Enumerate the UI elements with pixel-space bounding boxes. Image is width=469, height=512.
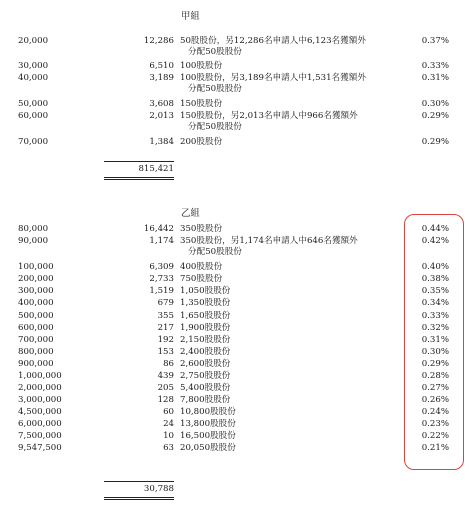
applied-shares: 4,500,000	[18, 407, 62, 417]
table-row	[0, 262, 469, 273]
valid-applications: 439	[157, 371, 174, 381]
group-b-title: 乙組	[181, 208, 200, 219]
valid-applications: 60	[163, 407, 174, 417]
table-row	[0, 371, 469, 382]
allotment-basis: 200股股份	[180, 137, 223, 147]
applied-shares: 60,000	[18, 111, 49, 121]
table-row	[0, 236, 469, 247]
group-b-total: 30,788	[143, 484, 174, 494]
total-double-rule	[104, 499, 174, 500]
allotment-basis: 1,650股股份	[180, 311, 231, 321]
allotment-percentage: 0.38%	[421, 274, 449, 284]
allotment-basis: 20,050股股份	[180, 443, 236, 453]
applied-shares: 7,500,000	[18, 431, 62, 441]
applied-shares: 80,000	[18, 224, 49, 234]
applied-shares: 200,000	[18, 274, 54, 284]
group-a-total: 815,421	[138, 164, 174, 174]
allotment-percentage: 0.29%	[421, 111, 449, 121]
applied-shares: 700,000	[18, 335, 54, 345]
allotment-basis-continued: 分配50股股份	[188, 247, 242, 257]
applied-shares: 50,000	[18, 99, 49, 109]
allotment-percentage: 0.33%	[421, 61, 449, 71]
valid-applications: 1,519	[149, 286, 174, 296]
percentage-highlight-box	[404, 214, 464, 470]
table-row	[0, 395, 469, 406]
table-row-continuation	[0, 122, 469, 133]
allotment-percentage: 0.29%	[421, 359, 449, 369]
allotment-percentage: 0.35%	[421, 286, 449, 296]
allotment-percentage: 0.32%	[421, 323, 449, 333]
allotment-percentage: 0.40%	[421, 262, 449, 272]
table-row	[0, 383, 469, 394]
valid-applications: 128	[157, 395, 174, 405]
valid-applications: 6,510	[149, 61, 174, 71]
table-row	[0, 73, 469, 84]
valid-applications: 205	[157, 383, 174, 393]
table-row	[0, 347, 469, 358]
subtotal-rule	[104, 481, 174, 482]
allotment-basis: 7,800股股份	[180, 395, 231, 405]
table-row	[0, 335, 469, 346]
allotment-basis: 10,800股股份	[180, 407, 236, 417]
total-double-rule	[104, 177, 174, 178]
allotment-percentage: 0.33%	[421, 311, 449, 321]
table-row	[0, 137, 469, 148]
applied-shares: 400,000	[18, 298, 54, 308]
allotment-percentage: 0.37%	[421, 36, 449, 46]
allotment-basis: 400股股份	[180, 262, 223, 272]
applied-shares: 30,000	[18, 61, 49, 71]
allotment-basis: 750股股份	[180, 274, 223, 284]
table-row-continuation	[0, 247, 469, 258]
allotment-basis: 16,500股股份	[180, 431, 236, 441]
allotment-basis: 350股股份	[180, 224, 223, 234]
table-row	[0, 323, 469, 334]
allotment-basis: 100股股份，另3,189名申請人中1,531名獲額外	[180, 73, 366, 83]
allotment-basis-continued: 分配50股股份	[188, 84, 242, 94]
table-row	[0, 359, 469, 370]
allotment-percentage: 0.30%	[421, 347, 449, 357]
applied-shares: 300,000	[18, 286, 54, 296]
valid-applications: 24	[163, 419, 174, 429]
allotment-percentage: 0.26%	[421, 395, 449, 405]
table-row-continuation	[0, 47, 469, 58]
allotment-percentage: 0.24%	[421, 407, 449, 417]
allotment-basis: 100股股份	[180, 61, 223, 71]
allotment-percentage: 0.23%	[421, 419, 449, 429]
allotment-percentage: 0.34%	[421, 298, 449, 308]
allotment-percentage: 0.31%	[421, 335, 449, 345]
applied-shares: 90,000	[18, 236, 49, 246]
allotment-percentage: 0.42%	[421, 236, 449, 246]
allotment-basis-continued: 分配50股股份	[188, 122, 242, 132]
allotment-basis: 1,350股股份	[180, 298, 231, 308]
allotment-percentage: 0.22%	[421, 431, 449, 441]
applied-shares: 800,000	[18, 347, 54, 357]
table-row	[0, 111, 469, 122]
table-row	[0, 274, 469, 285]
applied-shares: 20,000	[18, 36, 49, 46]
allotment-percentage: 0.44%	[421, 224, 449, 234]
table-row-continuation	[0, 84, 469, 95]
table-row	[0, 36, 469, 47]
valid-applications: 192	[157, 335, 174, 345]
allotment-basis: 2,400股股份	[180, 347, 231, 357]
allotment-basis: 350股股份，另1,174名申請人中646名獲額外	[180, 236, 358, 246]
table-row	[0, 298, 469, 309]
valid-applications: 86	[163, 359, 174, 369]
valid-applications: 16,442	[143, 224, 174, 234]
valid-applications: 2,733	[149, 274, 174, 284]
applied-shares: 70,000	[18, 137, 49, 147]
total-double-rule	[104, 497, 174, 498]
subtotal-rule	[104, 161, 174, 162]
valid-applications: 3,608	[149, 99, 174, 109]
applied-shares: 900,000	[18, 359, 54, 369]
applied-shares: 1,000,000	[18, 371, 62, 381]
table-row	[0, 99, 469, 110]
valid-applications: 1,174	[149, 236, 174, 246]
valid-applications: 12,286	[143, 36, 174, 46]
valid-applications: 217	[157, 323, 174, 333]
valid-applications: 10	[163, 431, 174, 441]
allotment-percentage: 0.31%	[421, 73, 449, 83]
applied-shares: 3,000,000	[18, 395, 62, 405]
allotment-basis: 2,150股股份	[180, 335, 231, 345]
allotment-percentage: 0.29%	[421, 137, 449, 147]
allotment-percentage: 0.28%	[421, 371, 449, 381]
total-double-rule	[104, 179, 174, 180]
valid-applications: 153	[157, 347, 174, 357]
table-row	[0, 311, 469, 322]
allotment-percentage: 0.27%	[421, 383, 449, 393]
valid-applications: 2,013	[149, 111, 174, 121]
applied-shares: 9,547,500	[18, 443, 62, 453]
allotment-basis: 150股股份	[180, 99, 223, 109]
allotment-basis: 2,600股股份	[180, 359, 231, 369]
allotment-basis-continued: 分配50股股份	[188, 47, 242, 57]
table-row	[0, 443, 469, 454]
table-row	[0, 286, 469, 297]
valid-applications: 1,384	[149, 137, 174, 147]
applied-shares: 600,000	[18, 323, 54, 333]
valid-applications: 679	[157, 298, 174, 308]
table-row	[0, 419, 469, 430]
applied-shares: 40,000	[18, 73, 49, 83]
allotment-basis: 13,800股股份	[180, 419, 236, 429]
table-row	[0, 224, 469, 235]
valid-applications: 3,189	[149, 73, 174, 83]
valid-applications: 6,309	[149, 262, 174, 272]
valid-applications: 355	[157, 311, 174, 321]
applied-shares: 500,000	[18, 311, 54, 321]
applied-shares: 100,000	[18, 262, 54, 272]
allotment-basis: 50股股份，另12,286名申請人中6,123名獲額外	[180, 36, 366, 46]
table-row	[0, 431, 469, 442]
group-a-title: 甲組	[181, 11, 200, 22]
allotment-percentage: 0.30%	[421, 99, 449, 109]
allotment-basis: 2,750股股份	[180, 371, 231, 381]
allotment-basis: 5,400股股份	[180, 383, 231, 393]
valid-applications: 63	[163, 443, 174, 453]
table-row	[0, 407, 469, 418]
allotment-basis: 150股股份，另2,013名申請人中966名獲額外	[180, 111, 358, 121]
allotment-basis: 1,050股股份	[180, 286, 231, 296]
applied-shares: 6,000,000	[18, 419, 62, 429]
allotment-percentage: 0.21%	[421, 443, 449, 453]
applied-shares: 2,000,000	[18, 383, 62, 393]
allotment-basis: 1,900股股份	[180, 323, 231, 333]
table-row	[0, 61, 469, 72]
